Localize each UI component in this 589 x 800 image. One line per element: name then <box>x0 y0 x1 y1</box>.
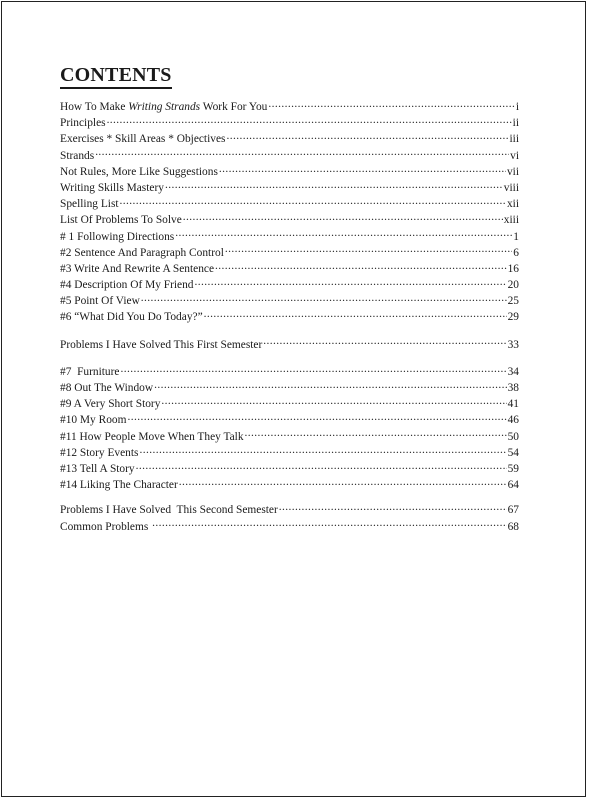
toc-entry-page: 25 <box>507 295 519 308</box>
toc-entry-label: How To Make Writing Strands Work For You <box>60 101 268 113</box>
toc-entry-problem-1[interactable] <box>60 228 519 244</box>
toc-entry-page: 38 <box>507 382 519 394</box>
toc-entry-label: #5 Point Of View <box>60 295 140 308</box>
dot-leader <box>215 260 507 272</box>
toc-entry-page: 50 <box>507 430 519 443</box>
dot-leader <box>139 444 506 456</box>
dot-leader <box>120 363 506 375</box>
book-title-italic: Writing Strands <box>128 101 201 113</box>
dot-leader <box>141 292 507 304</box>
dot-leader <box>268 98 514 110</box>
dot-leader <box>179 476 507 488</box>
toc-entry-label: #4 Description Of My Friend <box>60 279 194 292</box>
toc-entry-problem-12[interactable] <box>60 444 519 460</box>
dot-leader <box>175 228 512 240</box>
toc-entry-page: i <box>515 101 519 113</box>
dot-leader <box>279 501 507 513</box>
toc-group-front-matter <box>60 98 519 325</box>
toc-entry-problem-4[interactable] <box>60 276 519 292</box>
toc-entry-writing-skills[interactable] <box>60 179 519 195</box>
toc-entry-label: #2 Sentence And Paragraph Control <box>60 246 224 259</box>
toc-entry-label: Writing Skills Mastery <box>60 181 164 194</box>
toc-entry-second-semester[interactable] <box>60 501 519 517</box>
toc-entry-page: iii <box>509 133 519 146</box>
toc-entry-label: Spelling List <box>60 198 119 211</box>
toc-entry-label: Strands <box>60 149 95 162</box>
toc-entry-common-problems[interactable] <box>60 518 519 534</box>
toc-entry-page: 20 <box>507 279 519 292</box>
dot-leader <box>226 130 508 142</box>
toc-entry-page: 54 <box>507 446 519 459</box>
dot-leader <box>165 179 503 191</box>
toc-entry-label: Exercises * Skill Areas * Objectives <box>60 133 226 146</box>
dot-leader <box>263 336 506 348</box>
toc-entry-strands[interactable] <box>60 147 519 163</box>
toc-entry-label: Principles <box>60 117 106 130</box>
toc-entry-problem-8[interactable] <box>60 379 519 395</box>
toc-entry-label: Common Problems <box>60 520 152 533</box>
toc-entry-page: xiii <box>503 214 519 227</box>
toc-entry-page: 67 <box>507 504 519 517</box>
toc-entry-page: 59 <box>507 462 519 475</box>
toc-entry-page: xii <box>506 198 519 211</box>
toc-group-second-half <box>60 363 519 493</box>
section-spacer <box>60 492 519 501</box>
dot-leader <box>136 460 507 472</box>
toc-entry-label: #13 Tell A Story <box>60 462 135 475</box>
toc-entry-label: #10 My Room <box>60 414 127 427</box>
page-title: CONTENTS <box>60 64 172 89</box>
toc-entry-page: 6 <box>513 246 519 259</box>
toc-entry-label: #12 Story Events <box>60 446 139 459</box>
toc-entry-page: 33 <box>507 338 519 351</box>
dot-leader <box>152 518 506 530</box>
toc-entry-label: # 1 Following Directions <box>60 230 175 243</box>
toc-entry-principles[interactable] <box>60 114 519 130</box>
dot-leader <box>245 428 507 440</box>
toc-entry-problem-5[interactable] <box>60 292 519 308</box>
dot-leader <box>120 195 506 207</box>
toc-entry-problem-14[interactable] <box>60 476 519 492</box>
toc-entry-page: 41 <box>507 398 519 411</box>
toc-entry-problems-list[interactable] <box>60 211 519 227</box>
dot-leader <box>183 211 503 223</box>
toc-entry-problem-13[interactable] <box>60 460 519 476</box>
dot-leader <box>204 308 507 320</box>
toc-entry-label: Problems I Have Solved This Second Semester <box>60 504 278 517</box>
toc-entry-page: 46 <box>507 414 519 427</box>
table-of-contents <box>60 98 519 534</box>
toc-entry-label: #6 “What Did You Do Today?” <box>60 311 203 324</box>
toc-entry-label: #9 A Very Short Story <box>60 398 161 411</box>
dot-leader <box>154 379 507 391</box>
toc-entry-page: viii <box>503 181 519 194</box>
toc-entry-page: 64 <box>507 479 519 492</box>
dot-leader <box>161 395 506 407</box>
toc-entry-problem-7[interactable] <box>60 363 519 379</box>
dot-leader <box>95 147 509 159</box>
section-spacer <box>60 325 519 336</box>
toc-entry-page: 16 <box>507 262 519 275</box>
toc-entry-problem-11[interactable] <box>60 428 519 444</box>
dot-leader <box>107 114 512 126</box>
toc-entry-label: #3 Write And Rewrite A Sentence <box>60 262 215 275</box>
toc-entry-page: vi <box>510 149 519 162</box>
toc-entry-label: #7 Furniture <box>60 365 120 378</box>
toc-entry-label: #11 How People Move When They Talk <box>60 430 244 443</box>
toc-entry-problem-10[interactable] <box>60 411 519 427</box>
toc-group-first-semester <box>60 336 519 352</box>
toc-entry-page: ii <box>512 117 519 130</box>
toc-entry-not-rules[interactable] <box>60 163 519 179</box>
dot-leader <box>225 244 512 256</box>
dot-leader <box>219 163 506 175</box>
dot-leader <box>127 411 506 423</box>
toc-entry-page: 34 <box>507 365 519 378</box>
toc-entry-page: vii <box>506 165 519 178</box>
toc-entry-how-to-make[interactable] <box>60 98 519 114</box>
toc-entry-page: 29 <box>507 311 519 324</box>
toc-entry-problem-6[interactable] <box>60 308 519 324</box>
toc-group-back-matter <box>60 501 519 533</box>
toc-entry-problem-3[interactable] <box>60 260 519 276</box>
toc-entry-page: 1 <box>513 230 519 243</box>
toc-entry-exercises[interactable] <box>60 130 519 146</box>
toc-entry-page: 68 <box>507 520 519 533</box>
toc-entry-problem-9[interactable] <box>60 395 519 411</box>
toc-entry-label: Not Rules, More Like Suggestions <box>60 165 218 178</box>
toc-entry-label: List Of Problems To Solve <box>60 214 182 227</box>
toc-entry-first-semester[interactable] <box>60 336 519 352</box>
dot-leader <box>195 276 507 288</box>
toc-entry-label: Problems I Have Solved This First Semester <box>60 338 263 351</box>
toc-entry-label: #8 Out The Window <box>60 382 154 394</box>
toc-entry-spelling-list[interactable] <box>60 195 519 211</box>
toc-entry-label: #14 Liking The Character <box>60 479 178 492</box>
toc-entry-problem-2[interactable] <box>60 244 519 260</box>
section-spacer <box>60 352 519 363</box>
